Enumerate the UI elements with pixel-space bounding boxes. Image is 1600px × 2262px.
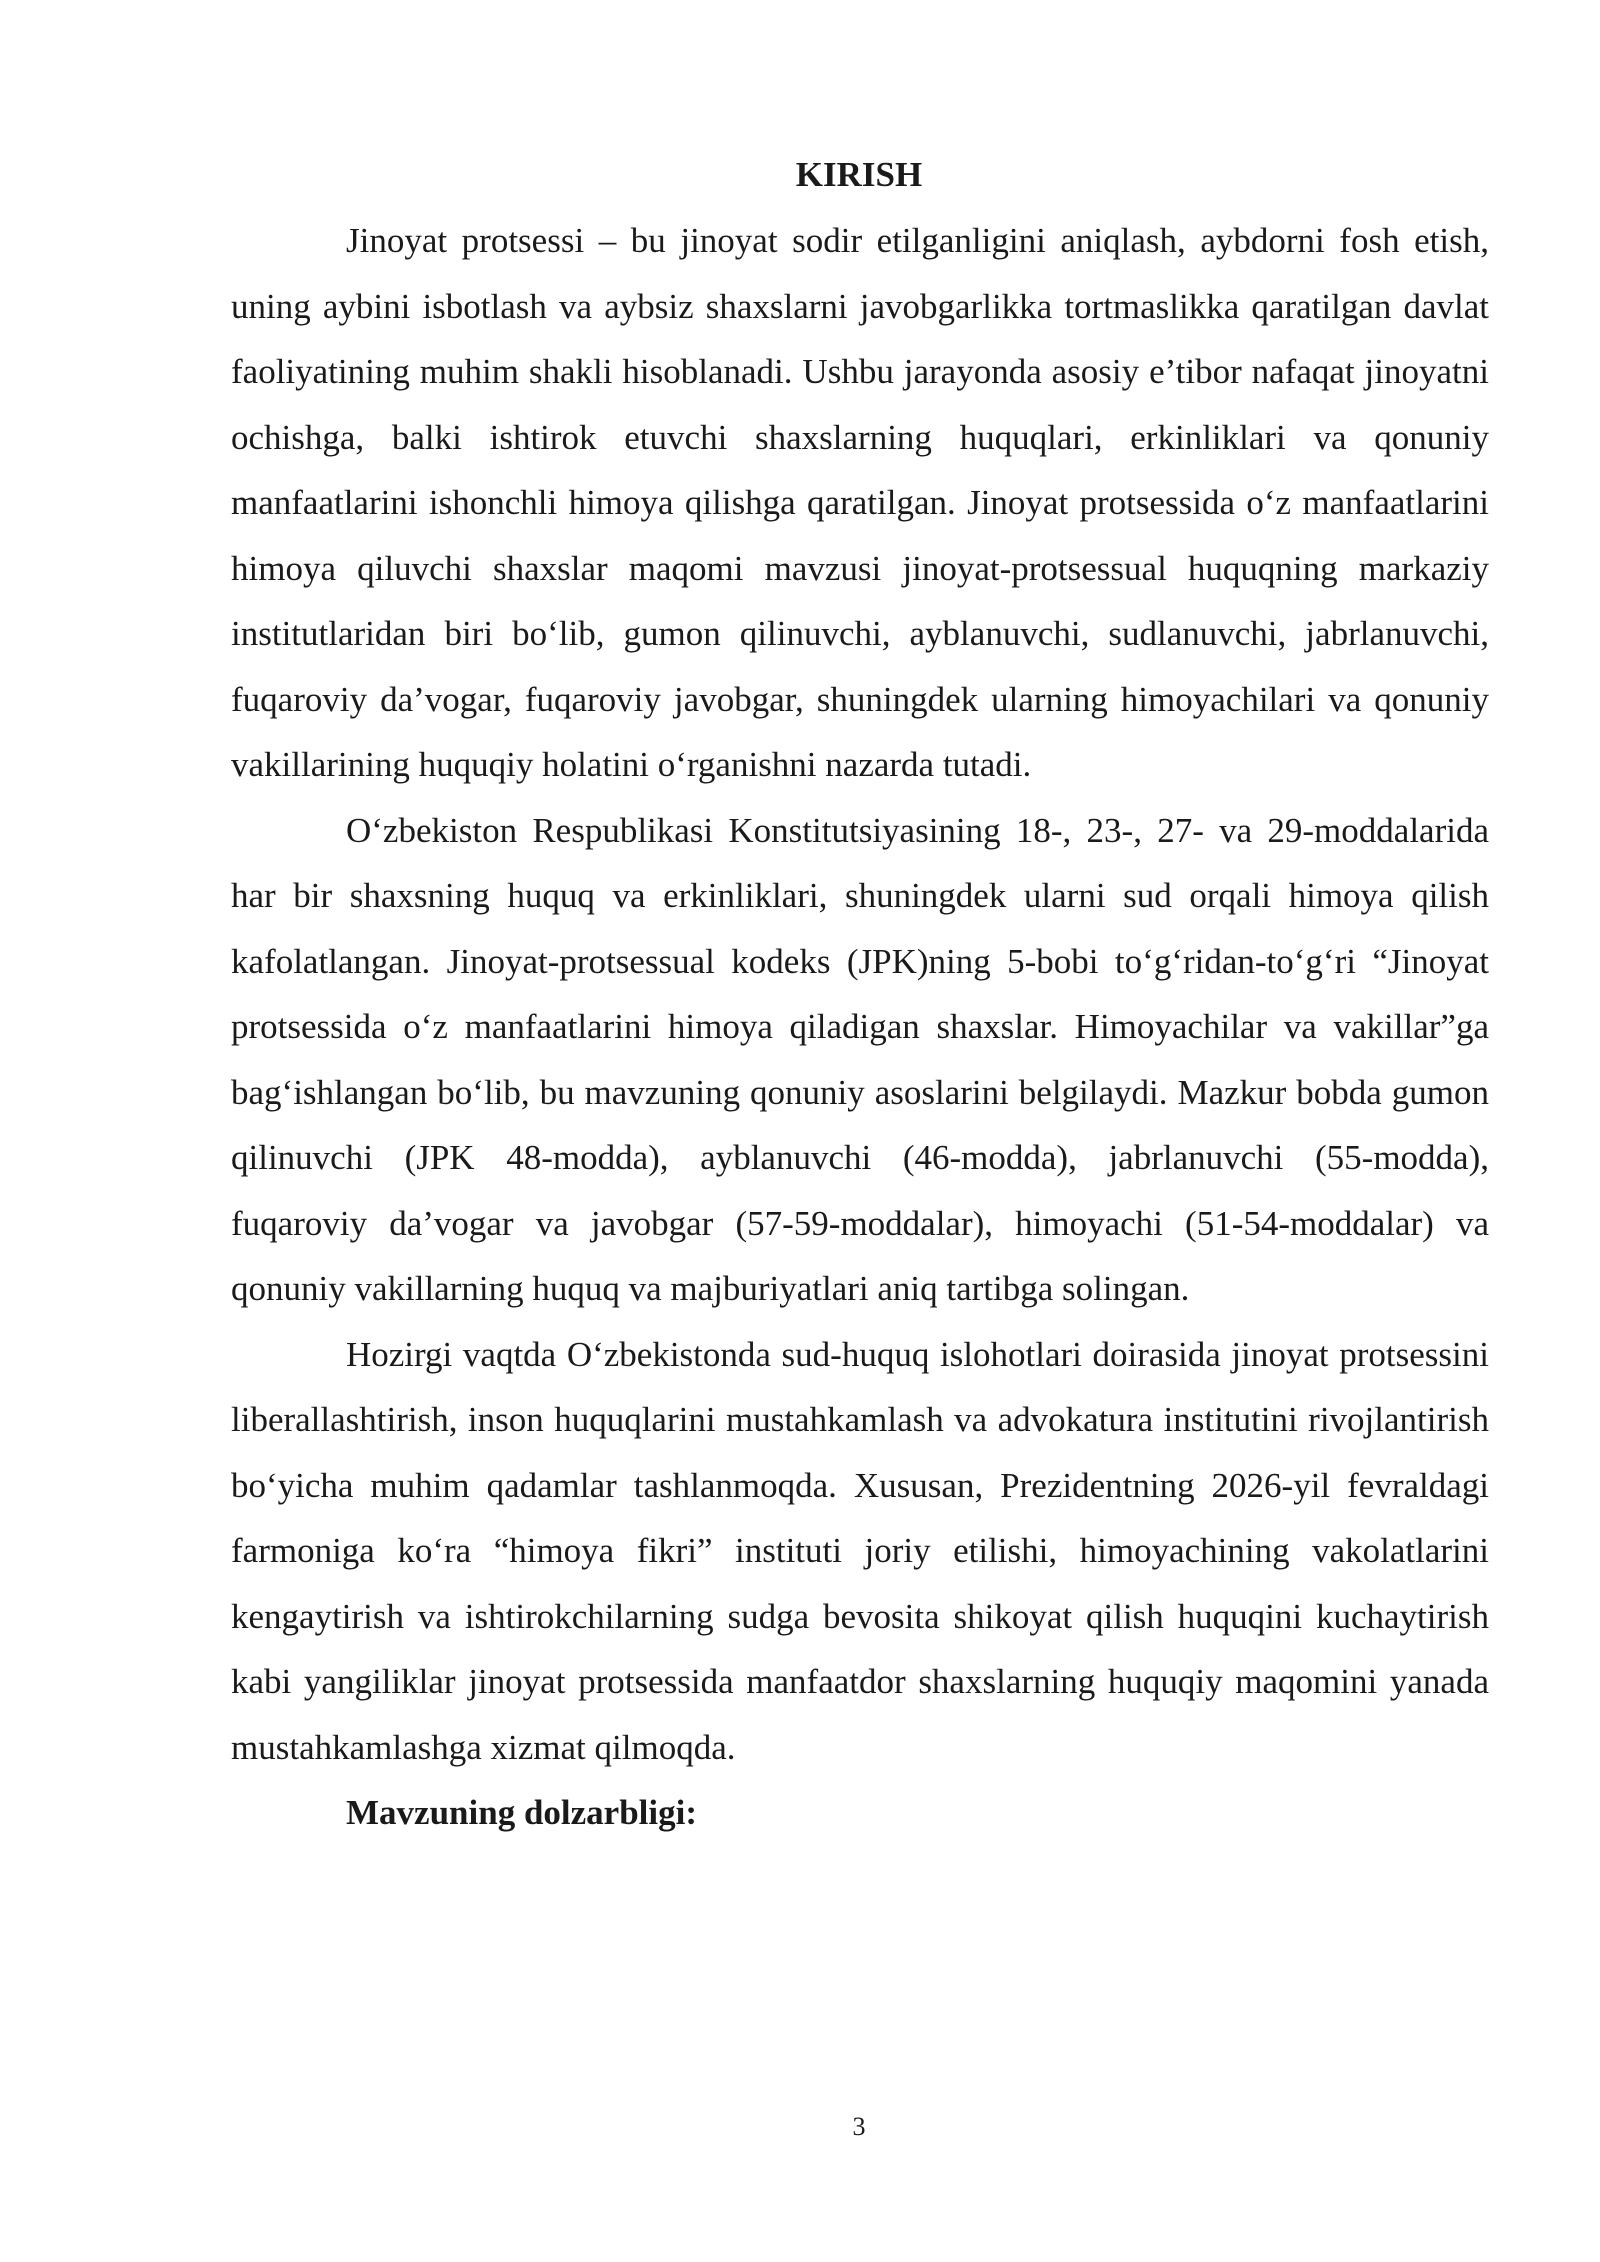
paragraph-2: O‘zbekiston Respublikasi Konstitutsiyasining 18-, 23-, 27- va 29-moddalarida har bir shaxsning huquq va erkinliklari, shuningdek ularni sud orqali himoya qilish kafolatlangan. Jinoyat-protsessual kodeks (JPK)ning 5-bobi to‘g‘ridan-to‘g‘ri “Jinoyat protsessida o‘z manfaatlarini himoya qiladigan shaxslar. Himoyachilar va vakillar”ga bag‘ishlangan bo‘lib, bu mavzuning qonuniy asoslarini belgilaydi. Mazkur bobda gumon qilinuvchi (JPK 48-modda), ayblanuvchi (46-modda), jabrlanuvchi (55-modda), fuqaroviy da’vogar va javobgar (57-59-moddalar), himoyachi (51-54-moddalar) va qonuniy vakillarning huquq va majburiyatlari aniq tartibga solingan. <box>231 810 1489 1308</box>
page-number <box>0 2112 1600 2142</box>
paragraph-3: Hozirgi vaqtda O‘zbekistonda sud-huquq islohotlari doirasida jinoyat protsessini liberallashtirish, inson huquqlarini mustahkamlash va advokatura institutini rivojlantirish bo‘yicha muhim qadamlar tashlanmoqda. Xususan, Prezidentning 2026-yil fevraldagi farmoniga ko‘ra “himoya fikri” instituti joriy etilishi, himoyachining vakolatlarini kengaytirish va ishtirokchilarning sudga bevosita shikoyat qilish huquqini kuchaytirish kabi yangiliklar jinoyat protsessida manfaatdor shaxslarning huquqiy maqomini yanada mustahkamlashga xizmat qilmoqda. <box>231 1334 1489 1767</box>
section-subheading: Mavzuning dolzarbligi: <box>346 1793 697 1832</box>
paragraph-1: Jinoyat protsessi – bu jinoyat sodir etilganligini aniqlash, aybdorni fosh etish, uning aybini isbotlash va aybsiz shaxslarni javobgarlikka tortmaslikka qaratilgan davlat faoliyatining muhim shakli hisoblanadi. Ushbu jarayonda asosiy e’tibor nafaqat jinoyatni ochishga, balki ishtirok etuvchi shaxslarning huquqlari, erkinliklari va qonuniy manfaatlarini ishonchli himoya qilishga qaratilgan. Jinoyat protsessida o‘z manfaatlarini himoya qiluvchi shaxslar maqomi mavzusi jinoyat-protsessual huquqning markaziy institutlaridan biri bo‘lib, gumon qilinuvchi, ayblanuvchi, sudlanuvchi, jabrlanuvchi, fuqaroviy da’vogar, fuqaroviy javobgar, shuningdek ularning himoyachilari va qonuniy vakillarining huquqiy holatini o‘rganishni nazarda tutadi. <box>231 221 1489 784</box>
page-title <box>0 150 1600 200</box>
page-title-text: KIRISH <box>795 155 923 194</box>
body-text <box>231 208 1489 1846</box>
page-number-text: 3 <box>852 2112 866 2141</box>
